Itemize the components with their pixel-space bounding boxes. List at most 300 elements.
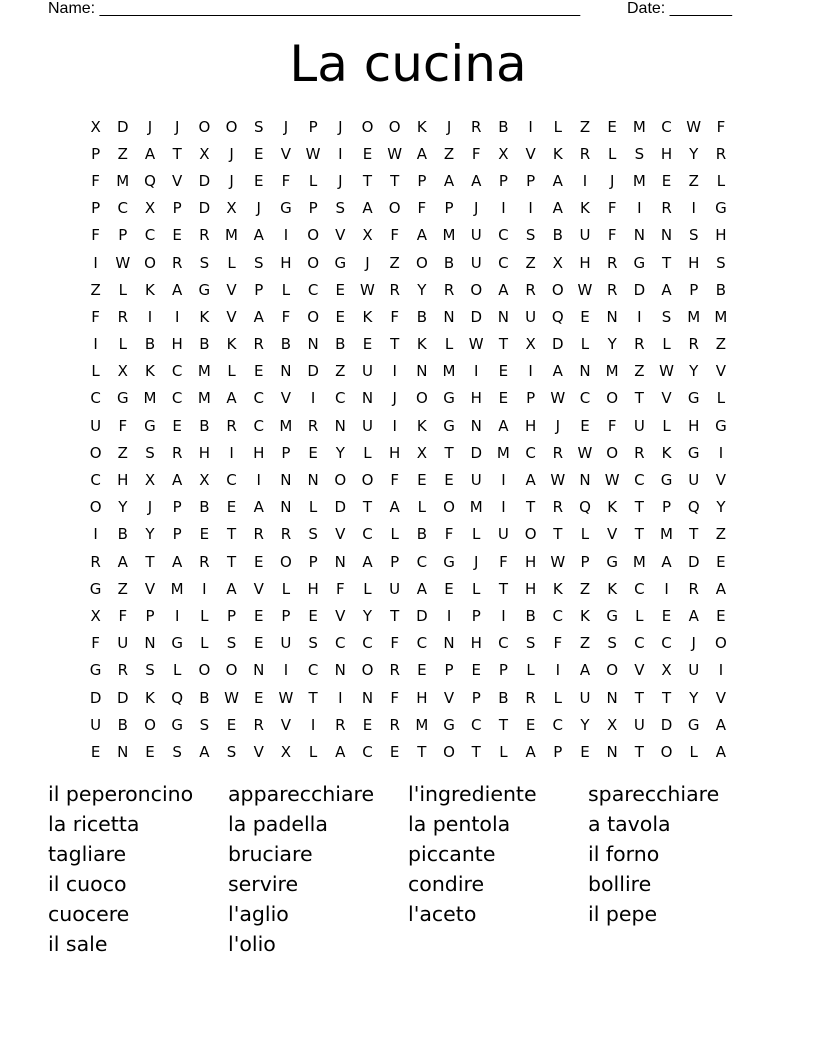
grid-letter: B xyxy=(280,335,292,354)
word-bank-item: il forno xyxy=(588,842,660,866)
grid-letter: Y xyxy=(145,525,155,544)
grid-letter: H xyxy=(688,416,700,435)
grid-letter: L xyxy=(580,335,590,354)
grid-letter: I xyxy=(310,389,316,408)
grid-letter: E xyxy=(362,715,373,734)
grid-letter: P xyxy=(172,525,182,544)
grid-letter: B xyxy=(498,688,509,707)
grid-letter: T xyxy=(498,579,508,598)
grid-letter: V xyxy=(280,715,292,734)
grid-letter: T xyxy=(634,389,644,408)
grid-letter: L xyxy=(607,144,617,163)
grid-letter: W xyxy=(604,471,620,490)
grid-letter: C xyxy=(634,634,645,653)
grid-letter: A xyxy=(552,199,563,218)
grid-letter: N xyxy=(416,362,428,381)
grid-letter: L xyxy=(227,362,236,381)
grid-letter: A xyxy=(226,389,237,408)
grid-letter: A xyxy=(144,144,156,163)
grid-letter: T xyxy=(390,335,400,354)
grid-letter: H xyxy=(579,253,591,272)
grid-letter: W xyxy=(550,471,566,490)
grid-letter: G xyxy=(443,416,455,435)
grid-letter: P xyxy=(580,552,590,571)
grid-letter: C xyxy=(634,579,645,598)
grid-letter: D xyxy=(470,443,482,462)
grid-letter: P xyxy=(553,742,563,761)
grid-letter: P xyxy=(308,117,318,136)
grid-letter: Y xyxy=(118,498,128,517)
grid-letter: P xyxy=(471,688,481,707)
grid-letter: K xyxy=(661,443,672,462)
grid-letter: W xyxy=(659,362,674,381)
grid-letter: S xyxy=(226,742,237,761)
word-bank-item: l'aglio xyxy=(228,902,289,926)
grid-letter: G xyxy=(443,715,455,734)
grid-letter: Y xyxy=(607,335,617,354)
grid-letter: P xyxy=(390,552,400,571)
grid-letter: S xyxy=(634,144,645,163)
grid-letter: I xyxy=(392,362,397,381)
grid-letter: K xyxy=(145,362,155,381)
word-bank-item: cuocere xyxy=(48,902,130,926)
grid-letter: O xyxy=(606,443,619,462)
grid-letter: Q xyxy=(144,171,156,190)
grid-letter: L xyxy=(635,606,644,625)
grid-letter: O xyxy=(307,307,319,326)
grid-letter: T xyxy=(471,742,481,761)
grid-letter: S xyxy=(661,307,672,326)
grid-letter: O xyxy=(280,552,292,571)
grid-letter: Z xyxy=(634,362,645,381)
grid-letter: E xyxy=(335,280,346,299)
grid-letter: B xyxy=(199,498,210,517)
grid-letter: S xyxy=(308,634,318,653)
grid-letter: B xyxy=(144,335,156,354)
grid-letter: K xyxy=(145,280,155,299)
grid-letter: W xyxy=(224,688,239,707)
word-bank-item: l'ingrediente xyxy=(408,782,537,806)
grid-letter: E xyxy=(444,471,454,490)
grid-letter: A xyxy=(253,307,264,326)
grid-letter: B xyxy=(199,416,210,435)
grid-letter: T xyxy=(634,498,644,517)
grid-letter: O xyxy=(551,280,564,299)
grid-letter: D xyxy=(117,688,129,707)
grid-letter: C xyxy=(362,742,373,761)
grid-letter: N xyxy=(660,226,673,245)
grid-letter: A xyxy=(498,280,509,299)
grid-letter: L xyxy=(553,117,562,136)
word-bank-item: bruciare xyxy=(228,842,313,866)
grid-letter: M xyxy=(632,552,646,571)
grid-letter: I xyxy=(256,471,261,490)
name-field-label: Name: ______________________________________________________ xyxy=(48,0,581,17)
grid-letter: C xyxy=(171,389,183,408)
grid-letter: C xyxy=(634,471,645,490)
word-bank-item: il peperoncino xyxy=(48,782,194,806)
grid-letter: A xyxy=(552,171,563,190)
grid-letter: T xyxy=(634,742,644,761)
grid-letter: W xyxy=(577,443,593,462)
grid-letter: S xyxy=(308,525,318,544)
grid-letter: I xyxy=(691,199,696,218)
grid-letter: C xyxy=(470,715,482,734)
grid-letter: E xyxy=(253,144,264,163)
grid-letter: N xyxy=(334,661,346,680)
grid-letter: Q xyxy=(551,307,564,326)
grid-letter: E xyxy=(362,144,373,163)
grid-letter: G xyxy=(171,715,183,734)
grid-letter: G xyxy=(443,389,455,408)
grid-letter: M xyxy=(279,416,293,435)
grid-letter: L xyxy=(662,416,671,435)
grid-letter: O xyxy=(334,471,347,490)
grid-letter: R xyxy=(579,144,591,163)
grid-letter: N xyxy=(280,471,292,490)
grid-letter: U xyxy=(688,661,700,680)
grid-letter: E xyxy=(389,742,400,761)
grid-letter: S xyxy=(199,715,210,734)
grid-letter: W xyxy=(468,335,484,354)
grid-letter: F xyxy=(390,471,399,490)
grid-letter: S xyxy=(716,253,726,272)
grid-letter: F xyxy=(390,226,399,245)
grid-letter: C xyxy=(362,525,373,544)
grid-letter: N xyxy=(443,634,455,653)
grid-letter: T xyxy=(362,498,373,517)
grid-letter: R xyxy=(525,688,536,707)
grid-letter: J xyxy=(555,416,560,435)
grid-letter: Z xyxy=(525,253,536,272)
grid-letter: M xyxy=(197,362,211,381)
page-title: La cucina xyxy=(289,35,527,93)
grid-letter: R xyxy=(606,280,618,299)
grid-letter: L xyxy=(308,498,318,517)
grid-letter: C xyxy=(226,471,237,490)
grid-letter: L xyxy=(716,171,726,190)
grid-letter: E xyxy=(308,443,318,462)
grid-letter: B xyxy=(552,226,563,245)
grid-letter: R xyxy=(171,253,183,272)
grid-letter: E xyxy=(580,416,590,435)
grid-letter: F xyxy=(607,199,617,218)
grid-letter: N xyxy=(307,335,319,354)
grid-letter: O xyxy=(89,443,102,462)
grid-letter: C xyxy=(171,362,183,381)
grid-letter: L xyxy=(308,171,318,190)
grid-letter: R xyxy=(90,552,101,571)
grid-letter: U xyxy=(633,715,645,734)
grid-letter: P xyxy=(145,606,155,625)
grid-letter: V xyxy=(607,525,618,544)
grid-letter: J xyxy=(446,117,452,136)
grid-letter: X xyxy=(280,742,292,761)
grid-letter: K xyxy=(362,307,373,326)
grid-letter: L xyxy=(553,688,562,707)
grid-letter: P xyxy=(91,144,101,163)
grid-letter: J xyxy=(283,117,289,136)
grid-letter: Y xyxy=(716,498,726,517)
grid-letter: G xyxy=(606,606,618,625)
grid-letter: P xyxy=(444,199,454,218)
grid-letter: W xyxy=(278,688,294,707)
grid-letter: O xyxy=(388,117,401,136)
grid-letter: Y xyxy=(362,606,373,625)
grid-letter: P xyxy=(526,389,536,408)
grid-letter: Q xyxy=(171,688,184,707)
grid-letter: L xyxy=(472,579,481,598)
grid-letter: E xyxy=(172,226,182,245)
grid-letter: D xyxy=(416,606,428,625)
grid-letter: N xyxy=(497,307,510,326)
grid-letter: A xyxy=(335,742,346,761)
grid-letter: M xyxy=(469,498,483,517)
grid-letter: I xyxy=(446,606,452,625)
grid-letter: I xyxy=(664,579,669,598)
grid-letter: S xyxy=(145,443,155,462)
grid-letter: B xyxy=(715,280,727,299)
word-bank-item: l'aceto xyxy=(408,902,477,926)
grid-letter: U xyxy=(633,416,645,435)
grid-letter: E xyxy=(253,552,264,571)
grid-letter: R xyxy=(280,525,292,544)
grid-letter: F xyxy=(607,226,617,245)
grid-letter: I xyxy=(528,117,533,136)
grid-letter: A xyxy=(661,552,672,571)
grid-letter: O xyxy=(361,471,374,490)
grid-letter: M xyxy=(632,117,646,136)
grid-letter: L xyxy=(363,443,372,462)
grid-letter: F xyxy=(607,416,617,435)
grid-letter: C xyxy=(416,552,428,571)
grid-letter: P xyxy=(227,606,237,625)
grid-letter: P xyxy=(172,498,182,517)
grid-letter: W xyxy=(686,117,702,136)
grid-letter: R xyxy=(552,443,563,462)
grid-letter: I xyxy=(528,362,533,381)
date-field-label: Date: _______ xyxy=(627,0,732,17)
grid-letter: L xyxy=(363,579,372,598)
grid-letter: Y xyxy=(689,688,699,707)
grid-letter: L xyxy=(390,525,399,544)
grid-letter: N xyxy=(144,634,156,653)
grid-letter: R xyxy=(552,498,563,517)
grid-letter: X xyxy=(144,471,156,490)
grid-letter: X xyxy=(90,606,101,625)
worksheet-header xyxy=(48,0,748,20)
grid-letter: E xyxy=(226,498,237,517)
grid-letter: V xyxy=(335,606,346,625)
grid-letter: W xyxy=(387,144,403,163)
grid-letter: K xyxy=(552,579,563,598)
grid-letter: S xyxy=(226,634,237,653)
grid-letter: V xyxy=(253,579,264,598)
grid-letter: P xyxy=(281,606,291,625)
grid-letter: C xyxy=(307,280,319,299)
grid-letter: F xyxy=(499,552,508,571)
grid-letter: L xyxy=(472,525,481,544)
grid-letter: H xyxy=(253,443,265,462)
grid-letter: G xyxy=(687,715,700,734)
grid-letter: D xyxy=(633,280,646,299)
grid-letter: O xyxy=(307,226,319,245)
grid-letter: S xyxy=(688,226,699,245)
grid-letter: C xyxy=(90,389,101,408)
word-bank-item: servire xyxy=(228,872,299,896)
grid-letter: J xyxy=(338,117,343,136)
grid-letter: F xyxy=(91,226,100,245)
grid-letter: C xyxy=(90,471,101,490)
grid-letter: C xyxy=(416,634,428,653)
grid-letter: R xyxy=(307,416,319,435)
grid-letter: C xyxy=(307,661,319,680)
grid-letter: F xyxy=(91,307,100,326)
grid-letter: H xyxy=(117,471,129,490)
grid-letter: R xyxy=(715,144,727,163)
grid-letter: Q xyxy=(687,498,700,517)
grid-letter: G xyxy=(280,199,292,218)
grid-letter: C xyxy=(335,634,346,653)
grid-letter: F xyxy=(553,634,563,653)
grid-letter: J xyxy=(392,389,397,408)
grid-letter: P xyxy=(498,171,508,190)
grid-letter: D xyxy=(660,715,673,734)
grid-letter: S xyxy=(145,661,155,680)
grid-letter: K xyxy=(416,117,427,136)
grid-letter: F xyxy=(281,171,291,190)
grid-letter: X xyxy=(226,199,237,218)
grid-letter: J xyxy=(229,171,234,190)
grid-letter: R xyxy=(389,715,400,734)
grid-letter: P xyxy=(172,199,182,218)
grid-letter: O xyxy=(470,280,483,299)
grid-letter: J xyxy=(147,498,153,517)
grid-letter: S xyxy=(607,634,617,653)
grid-letter: C xyxy=(661,117,672,136)
grid-letter: I xyxy=(501,199,506,218)
grid-letter: V xyxy=(226,307,237,326)
grid-letter: Z xyxy=(117,579,128,598)
grid-letter: J xyxy=(365,253,370,272)
grid-letter: A xyxy=(579,661,591,680)
grid-letter: L xyxy=(580,525,590,544)
grid-letter: I xyxy=(147,307,153,326)
grid-letter: A xyxy=(552,362,563,381)
grid-letter: E xyxy=(661,171,672,190)
grid-letter: P xyxy=(417,171,427,190)
grid-letter: U xyxy=(361,362,373,381)
grid-letter: V xyxy=(226,280,237,299)
word-bank-item: la ricetta xyxy=(48,812,140,836)
grid-letter: X xyxy=(416,443,427,462)
grid-letter: K xyxy=(607,498,618,517)
grid-letter: K xyxy=(580,606,590,625)
grid-letter: R xyxy=(171,443,183,462)
grid-letter: V xyxy=(525,144,536,163)
grid-letter: O xyxy=(361,117,374,136)
grid-letter: L xyxy=(526,661,535,680)
grid-letter: C xyxy=(335,389,346,408)
grid-letter: B xyxy=(117,715,128,734)
grid-letter: X xyxy=(117,362,128,381)
grid-letter: F xyxy=(335,579,345,598)
grid-letter: X xyxy=(199,144,210,163)
grid-letter: O xyxy=(225,661,238,680)
grid-letter: M xyxy=(442,362,456,381)
grid-letter: O xyxy=(715,634,727,653)
grid-letter: M xyxy=(442,226,456,245)
grid-letter: V xyxy=(443,688,455,707)
grid-letter: D xyxy=(198,199,211,218)
grid-letter: N xyxy=(579,362,591,381)
grid-letter: A xyxy=(471,171,482,190)
grid-letter: P xyxy=(308,199,318,218)
grid-letter: I xyxy=(93,335,98,354)
grid-letter: A xyxy=(525,742,536,761)
grid-letter: W xyxy=(305,144,321,163)
grid-letter: G xyxy=(606,552,618,571)
grid-letter: G xyxy=(687,443,700,462)
word-bank-item: la padella xyxy=(228,812,328,836)
grid-letter: N xyxy=(280,362,292,381)
word-bank xyxy=(48,779,768,959)
grid-letter: N xyxy=(606,688,618,707)
grid-letter: K xyxy=(199,307,210,326)
grid-letter: A xyxy=(715,742,727,761)
word-bank-item: tagliare xyxy=(48,842,127,866)
grid-letter: O xyxy=(307,253,319,272)
word-bank-item: l'olio xyxy=(228,932,276,956)
grid-letter: T xyxy=(226,552,237,571)
grid-letter: A xyxy=(416,579,427,598)
grid-letter: C xyxy=(498,226,509,245)
grid-letter: E xyxy=(580,307,590,326)
word-bank-item: la pentola xyxy=(408,812,511,836)
grid-letter: J xyxy=(256,199,261,218)
grid-letter: R xyxy=(199,226,210,245)
grid-letter: I xyxy=(582,171,588,190)
grid-letter: Y xyxy=(580,715,590,734)
grid-letter: P xyxy=(118,226,128,245)
grid-letter: F xyxy=(118,416,128,435)
grid-letter: L xyxy=(281,280,291,299)
grid-letter: U xyxy=(280,634,292,653)
grid-letter: M xyxy=(170,579,184,598)
grid-letter: E xyxy=(661,606,672,625)
grid-letter: T xyxy=(661,253,672,272)
grid-letter: U xyxy=(470,226,482,245)
grid-letter: J xyxy=(338,171,343,190)
grid-letter: F xyxy=(390,307,399,326)
grid-letter: U xyxy=(579,226,591,245)
grid-letter: E xyxy=(417,471,427,490)
grid-letter: A xyxy=(661,280,672,299)
grid-letter: A xyxy=(389,498,400,517)
grid-letter: E xyxy=(226,715,237,734)
grid-letter: W xyxy=(360,280,375,299)
grid-letter: P xyxy=(471,606,481,625)
grid-letter: E xyxy=(444,579,454,598)
grid-letter: O xyxy=(443,742,455,761)
grid-letter: H xyxy=(389,443,401,462)
grid-letter: V xyxy=(144,579,156,598)
grid-letter: S xyxy=(172,742,182,761)
grid-letter: B xyxy=(335,335,346,354)
grid-letter: N xyxy=(253,661,265,680)
grid-letter: H xyxy=(198,443,210,462)
grid-letter: I xyxy=(174,307,180,326)
